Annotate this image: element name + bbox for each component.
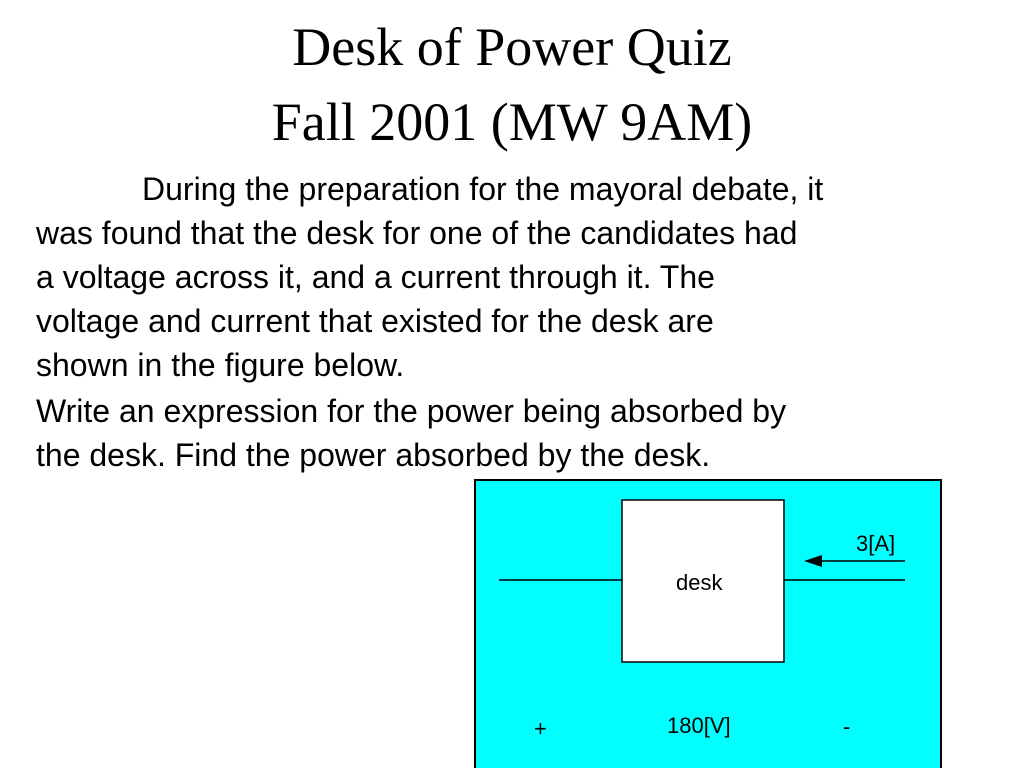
desk-label: desk [676,570,723,595]
circuit-figure [474,479,942,768]
current-label: 3[A] [856,531,896,556]
current-arrow-head-icon [804,555,822,567]
paragraph-line: During the preparation for the mayoral debate, it [142,171,824,207]
paragraph-line: was found that the desk for one of the candidates had [36,215,798,251]
problem-description-paragraph [36,167,1006,387]
paragraph-line: the desk. Find the power absorbed by the desk. [36,437,711,473]
paragraph-line: a voltage across it, and a current through it. The [36,259,715,295]
voltage-minus-sign: - [843,714,851,739]
question-paragraph [36,389,1006,477]
slide-title-line-2: Fall 2001 (MW 9AM) [271,92,753,152]
voltage-plus-sign: + [534,716,547,741]
slide-title-line-1: Desk of Power Quiz [292,17,732,77]
paragraph-line: shown in the figure below. [36,347,405,383]
paragraph-line: Write an expression for the power being absorbed by [36,393,787,429]
voltage-label: 180[V] [667,713,731,738]
paragraph-line: voltage and current that existed for the desk are [36,303,714,339]
